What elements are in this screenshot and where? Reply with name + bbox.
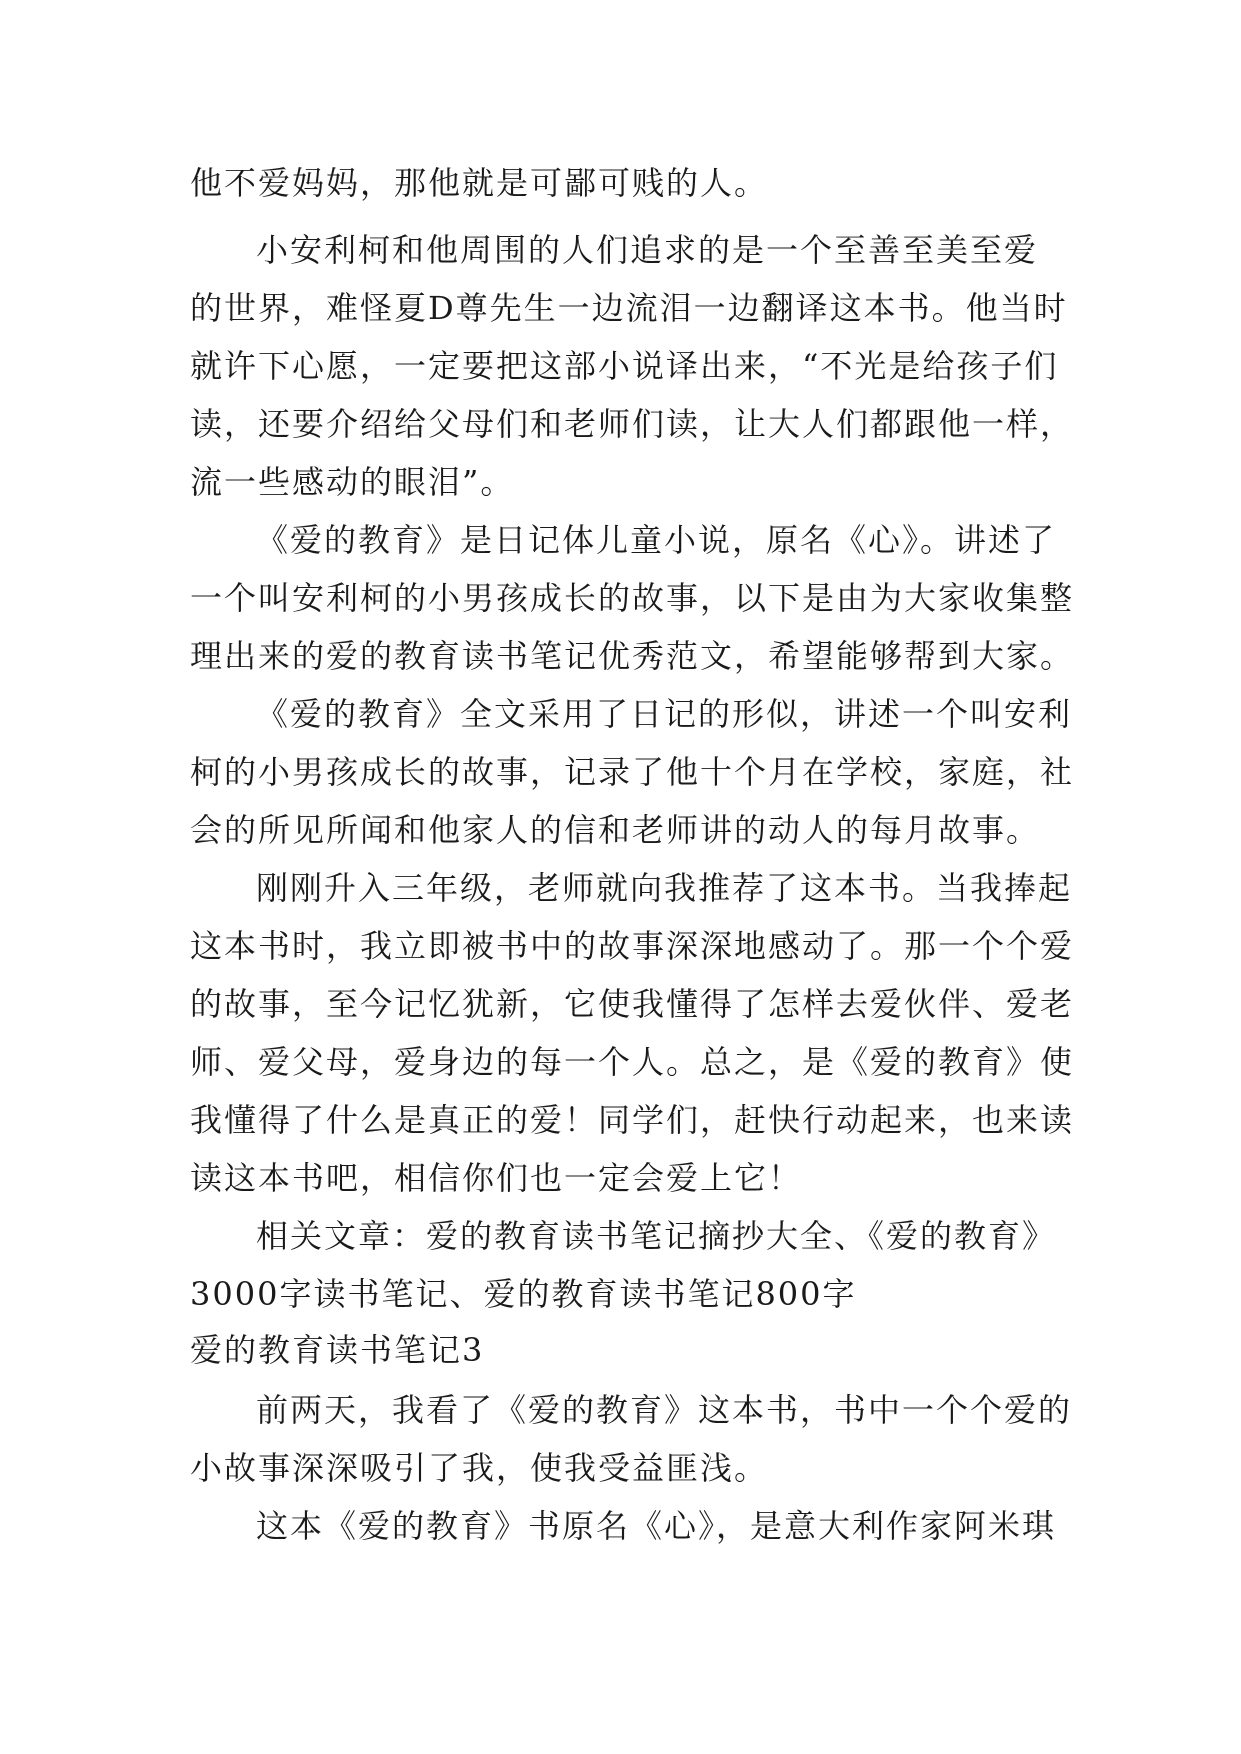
text-line-11: 柯的小男孩成长的故事，记录了他十个月在学校，家庭，社 — [190, 753, 1075, 791]
text-line-3: 的世界，难怪夏D尊先生一边流泪一边翻译这本书。他当时 — [190, 289, 1068, 327]
text-line-18: 读这本书吧，相信你们也一定会爱上它！ — [190, 1159, 803, 1197]
text-line-2: 小安利柯和他周围的人们追求的是一个至善至美至爱 — [256, 231, 1039, 269]
text-line-16: 师、爱父母，爱身边的每一个人。总之，是《爱的教育》使 — [190, 1043, 1075, 1081]
text-line-10: 《爱的教育》全文采用了日记的形似，讲述一个叫安利 — [256, 695, 1073, 733]
text-line-6: 流一些感动的眼泪”。 — [190, 463, 515, 501]
text-line-8: 一个叫安利柯的小男孩成长的故事，以下是由为大家收集整 — [190, 579, 1075, 617]
text-line-22: 前两天，我看了《爱的教育》这本书，书中一个个爱的 — [256, 1391, 1073, 1429]
text-line-13: 刚刚升入三年级，老师就向我推荐了这本书。当我捧起 — [256, 869, 1073, 907]
text-line-5: 读，还要介绍给父母们和老师们读，让大人们都跟他一样， — [190, 405, 1075, 443]
text-line-20: 3000字读书笔记、爱的教育读书笔记800字 — [190, 1275, 857, 1313]
text-line-4: 就许下心愿，一定要把这部小说译出来，“不光是给孩子们 — [190, 347, 1059, 385]
text-line-9: 理出来的爱的教育读书笔记优秀范文，希望能够帮到大家。 — [190, 637, 1075, 675]
text-line-19: 相关文章：爱的教育读书笔记摘抄大全、《爱的教育》 — [256, 1217, 1057, 1255]
text-line-17: 我懂得了什么是真正的爱！同学们，赶快行动起来，也来读 — [190, 1101, 1075, 1139]
section-heading: 爱的教育读书笔记3 — [190, 1331, 485, 1369]
text-line-1: 他不爱妈妈，那他就是可鄙可贱的人。 — [190, 164, 769, 202]
text-line-14: 这本书时，我立即被书中的故事深深地感动了。那一个个爱 — [190, 927, 1075, 965]
text-line-7: 《爱的教育》是日记体儿童小说，原名《心》。讲述了 — [256, 521, 1057, 559]
text-line-24: 这本《爱的教育》书原名《心》，是意大利作家阿米琪 — [256, 1507, 1057, 1545]
text-line-12: 会的所见所闻和他家人的信和老师讲的动人的每月故事。 — [190, 811, 1041, 849]
text-line-23: 小故事深深吸引了我，使我受益匪浅。 — [190, 1449, 769, 1487]
text-line-15: 的故事，至今记忆犹新，它使我懂得了怎样去爱伙伴、爱老 — [190, 985, 1075, 1023]
